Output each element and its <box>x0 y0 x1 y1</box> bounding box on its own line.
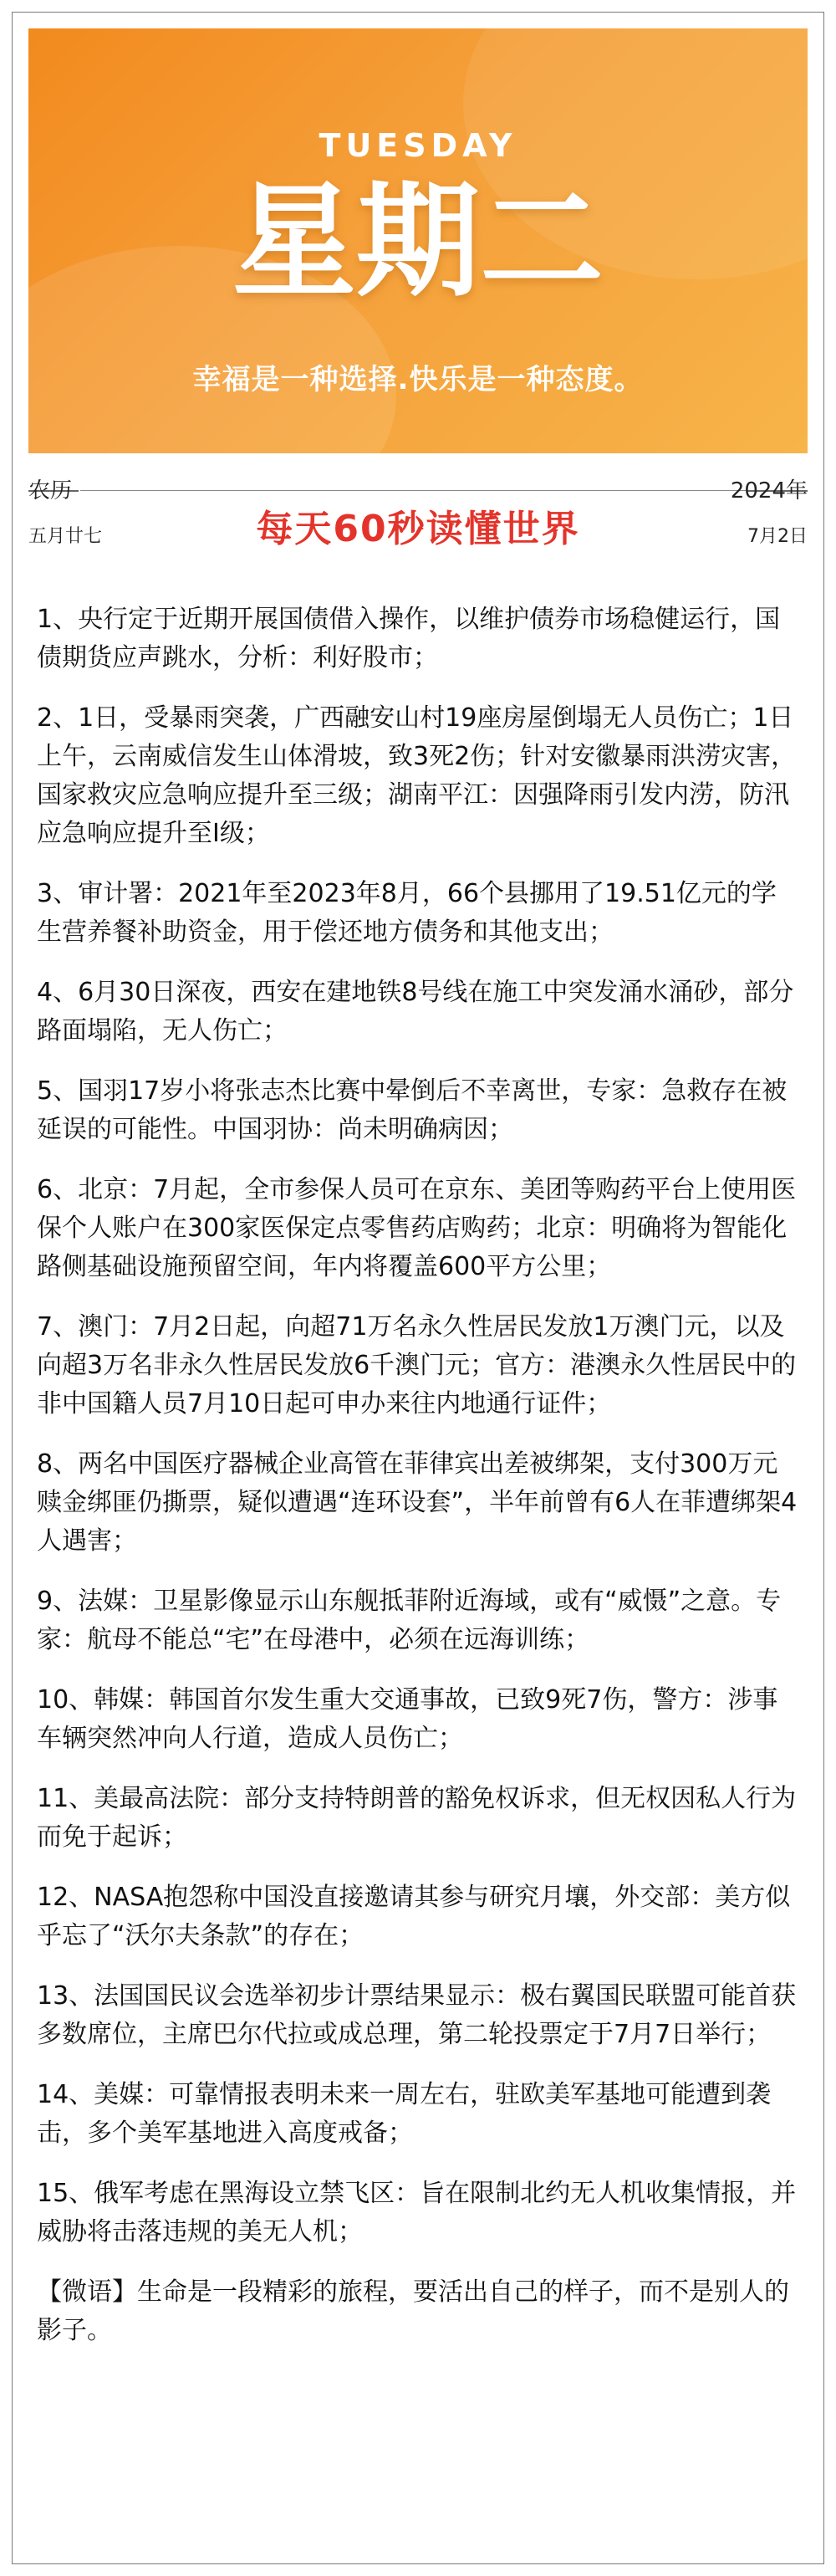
news-item: 13、法国国民议会选举初步计票结果显示：极右翼国民联盟可能首获多数席位，主席巴尔代拉或成总理，第二轮投票定于7月7日举行； <box>37 1981 797 2049</box>
news-item: 2、1日，受暴雨突袭，广西融安山村19座房屋倒塌无人员伤亡；1日上午，云南威信发生山体滑坡，致3死2伤；针对安徽暴雨洪涝灾害，国家救灾应急响应提升至三级；湖南平江：因强降雨引发内涝，防汛应急响应提升至Ⅰ级； <box>37 703 797 848</box>
news-item: 11、美最高法院：部分支持特朗普的豁免权诉求，但无权因私人行为而免于起诉； <box>37 1784 797 1852</box>
year: 2024年 <box>730 478 808 503</box>
date-line <box>28 473 808 564</box>
news-item: 12、NASA抱怨称中国没直接邀请其参与研究月壤，外交部：美方似乎忘了“沃尔夫条款”的存在； <box>37 1883 791 1950</box>
news-item: 5、国羽17岁小将张志杰比赛中晕倒后不幸离世，专家：急救存在被延误的可能性。中国羽协：尚未明确病因； <box>37 1076 788 1144</box>
lunar-date: 五月廿七 <box>28 526 103 547</box>
news-item: 14、美媒：可靠情报表明未来一周左右，驻欧美军基地可能遭到袭击，多个美军基地进入高度戒备； <box>37 2080 772 2148</box>
solar-date: 7月2日 <box>747 526 808 547</box>
news-item: 6、北京：7月起，全市参保人员可在京东、美团等购药平台上使用医保个人账户在300家医保定点零售药店购药；北京：明确将为智能化路侧基础设施预留空间，年内将覆盖600平方公里； <box>37 1175 797 1281</box>
news-item: 7、澳门：7月2日起，向超71万名永久性居民发放1万澳门元，以及向超3万名非永久性居民发放6千澳门元；官方：港澳永久性居民中的非中国籍人员7月10日起可申办来往内地通行证件； <box>37 1312 797 1418</box>
news-item: 10、韩媒：韩国首尔发生重大交通事故，已致9死7伤，警方：涉事车辆突然冲向人行道，造成人员伤亡； <box>37 1685 778 1753</box>
news-item: 15、俄军考虑在黑海设立禁飞区：旨在限制北约无人机收集情报，并威胁将击落违规的美无人机； <box>37 2179 797 2246</box>
page-title: 每天60秒读懂世界 <box>256 508 580 550</box>
news-item: 9、法媒：卫星影像显示山东舰抵菲附近海域，或有“威慑”之意。专家：航母不能总“宅”在母港中，必须在远海训练； <box>37 1587 782 1654</box>
weekday-english: TUESDAY <box>319 127 517 164</box>
daily-quote: 【微语】生命是一段精彩的旅程，要活出自己的样子，而不是别人的影子。 <box>37 2277 789 2345</box>
news-item: 4、6月30日深夜，西安在建地铁8号线在施工中突发涌水涌砂，部分路面塌陷，无人伤亡； <box>37 978 794 1045</box>
news-list <box>37 601 799 2372</box>
news-item: 3、审计署：2021年至2023年8月，66个县挪用了19.51亿元的学生营养餐补助资金，用于偿还地方债务和其他支出； <box>37 879 777 947</box>
lunar-label: 农历 <box>28 478 73 503</box>
divider <box>80 490 746 491</box>
weekday-chinese: 星期二 <box>232 170 604 314</box>
header-banner <box>28 28 808 453</box>
news-item: 8、两名中国医疗器械企业高管在菲律宾出差被绑架，支付300万元赎金绑匪仍撕票，疑似遭遇“连环设套”，半年前曾有6人在菲遭绑架4人遇害； <box>37 1449 798 1556</box>
banner-motto: 幸福是一种选择.快乐是一种态度。 <box>192 363 644 396</box>
news-item: 1、央行定于近期开展国债借入操作，以维护债券市场稳健运行，国债期货应声跳水，分析：利好股市； <box>37 605 781 672</box>
